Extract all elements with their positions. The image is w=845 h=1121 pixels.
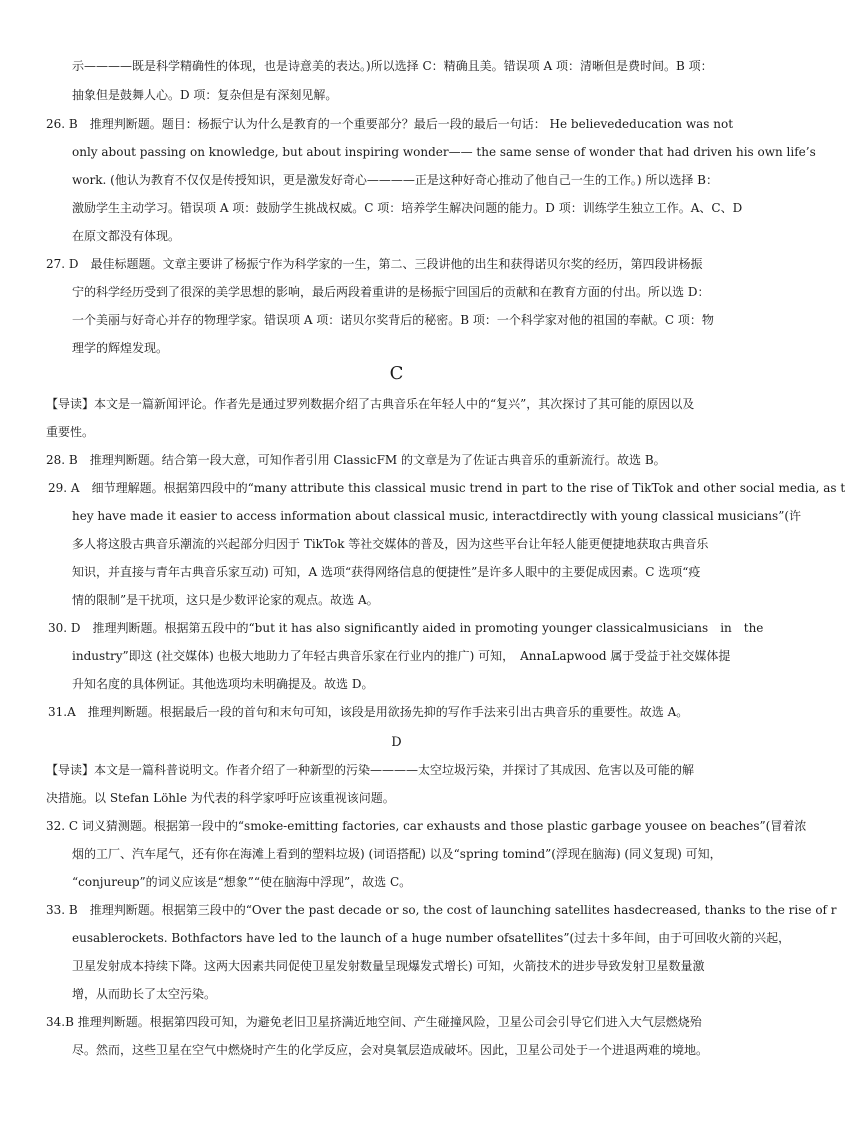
text-line: industry”即这 (社交媒体) 也极大地助力了年轻古典音乐家在行业内的推广) 可知， AnnaLapwood 属于受益于社交媒体提 (72, 649, 731, 663)
text-line: hey have made it easier to access information about classical music, interactdirectly with young classical musicians”(许 (72, 509, 802, 523)
section-heading-c: C (389, 363, 404, 384)
section-heading-d: D (391, 735, 402, 750)
text-line: 34.B 推理判断题。根据第四段可知，为避免老旧卫星挤满近地空间、产生碰撞风险，卫星公司会引导它们进入大气层燃烧殆 (46, 1015, 702, 1029)
text-line: 【导读】本文是一篇科普说明文。作者介绍了一种新型的污染————太空垃圾污染，并探讨了其成因、危害以及可能的解 (46, 763, 695, 777)
text-line: 激励学生主动学习。错误项 A 项：鼓励学生挑战权威。C 项：培养学生解决问题的能力。D 项：训练学生独立工作。A、C、D (72, 201, 743, 215)
text-line: 重要性。 (46, 425, 95, 439)
text-line: 32. C 词义猜测题。根据第一段中的“smoke-emitting factories, car exhausts and those plastic garbage yousee on beaches”(冒着浓 (46, 819, 807, 833)
text-line: eusablerockets. Bothfactors have led to the launch of a huge number ofsatellites”(过去十多年间，由于可回收火箭的兴起， (72, 931, 791, 945)
text-line: 卫星发射成本持续下降。这两大因素共同促使卫星发射数量呈现爆发式增长) 可知，火箭技术的进步导致发射卫星数量激 (72, 959, 705, 973)
text-line: 宁的科学经历受到了很深的美学思想的影响，最后两段着重讲的是杨振宁回国后的贡献和在教育方面的付出。所以选 D： (72, 285, 710, 299)
text-line: 理学的辉煌发现。 (72, 341, 169, 355)
text-line: 在原文都没有体现。 (72, 229, 181, 243)
text-line: 29. A 细节理解题。根据第四段中的“many attribute this classical music trend in part to the rise of TikTok and other social media, as t (48, 481, 845, 495)
text-line: 多人将这股古典音乐潮流的兴起部分归因于 TikTok 等社交媒体的普及，因为这些平台让年轻人能更便捷地获取古典音乐 (72, 537, 709, 551)
text-line: work. (他认为教育不仅仅是传授知识，更是激发好奇心————正是这种好奇心推动了他自己一生的工作。) 所以选择 B： (72, 173, 718, 187)
text-line: 情的限制”是干扰项，这只是少数评论家的观点。故选 A。 (72, 593, 379, 607)
text-line: 知识，并直接与青年古典音乐家互动) 可知，A 选项“获得网络信息的便捷性”是许多人眼中的主要促成因素。C 选项“疫 (72, 565, 701, 579)
text-line: 26. B 推理判断题。题目：杨振宁认为什么是教育的一个重要部分？最后一段的最后一句话： He believededucation was not (46, 117, 734, 131)
text-line: only about passing on knowledge, but about inspiring wonder—— the same sense of wonder that had driven his own life’s (72, 145, 816, 159)
text-line: 27. D 最佳标题题。文章主要讲了杨振宁作为科学家的一生，第二、三段讲他的出生和获得诺贝尔奖的经历，第四段讲杨振 (46, 257, 703, 271)
text-line: 【导读】本文是一篇新闻评论。作者先是通过罗列数据介绍了古典音乐在年轻人中的“复兴”，其次探讨了其可能的原因以及 (46, 397, 695, 411)
text-line: 一个美丽与好奇心并存的物理学家。错误项 A 项：诺贝尔奖背后的秘密。B 项：一个科学家对他的祖国的奉献。C 项：物 (72, 313, 714, 327)
text-line: 示————既是科学精确性的体现，也是诗意美的表达。)所以选择 C：精确且美。错误项 A 项：清晰但是费时间。B 项： (72, 59, 713, 73)
text-line: 升知名度的具体例证。其他选项均未明确提及。故选 D。 (72, 677, 374, 691)
text-line: 增，从而助长了太空污染。 (72, 987, 217, 1001)
text-line: 30. D 推理判断题。根据第五段中的“but it has also significantly aided in promoting younger classicalmusicians in the (48, 621, 764, 635)
text-line: 31.A 推理判断题。根据最后一段的首句和末句可知，该段是用欲扬先抑的写作手法来引出古典音乐的重要性。故选 A。 (48, 705, 689, 719)
text-line: 尽。然而，这些卫星在空气中燃烧时产生的化学反应，会对臭氧层造成破坏。因此，卫星公司处于一个进退两难的境地。 (72, 1043, 709, 1057)
text-line: 28. B 推理判断题。结合第一段大意，可知作者引用 ClassicFM 的文章是为了佐证古典音乐的重新流行。故选 B。 (46, 453, 666, 467)
text-line: 烟的工厂、汽车尾气，还有你在海滩上看到的塑料垃圾) (词语搭配) 以及“spring tomind”(浮现在脑海) (同义复现) 可知， (72, 847, 722, 861)
text-line: 决措施。以 Stefan Löhle 为代表的科学家呼吁应该重视该问题。 (46, 791, 395, 805)
text-line: “conjureup”的词义应该是“想象”“使在脑海中浮现”，故选 C。 (72, 875, 412, 889)
text-line: 33. B 推理判断题。根据第三段中的“Over the past decade or so, the cost of launching satellites hasdecreased, thanks to the rise of r (46, 903, 837, 917)
text-line: 抽象但是鼓舞人心。D 项：复杂但是有深刻见解。 (72, 88, 338, 102)
